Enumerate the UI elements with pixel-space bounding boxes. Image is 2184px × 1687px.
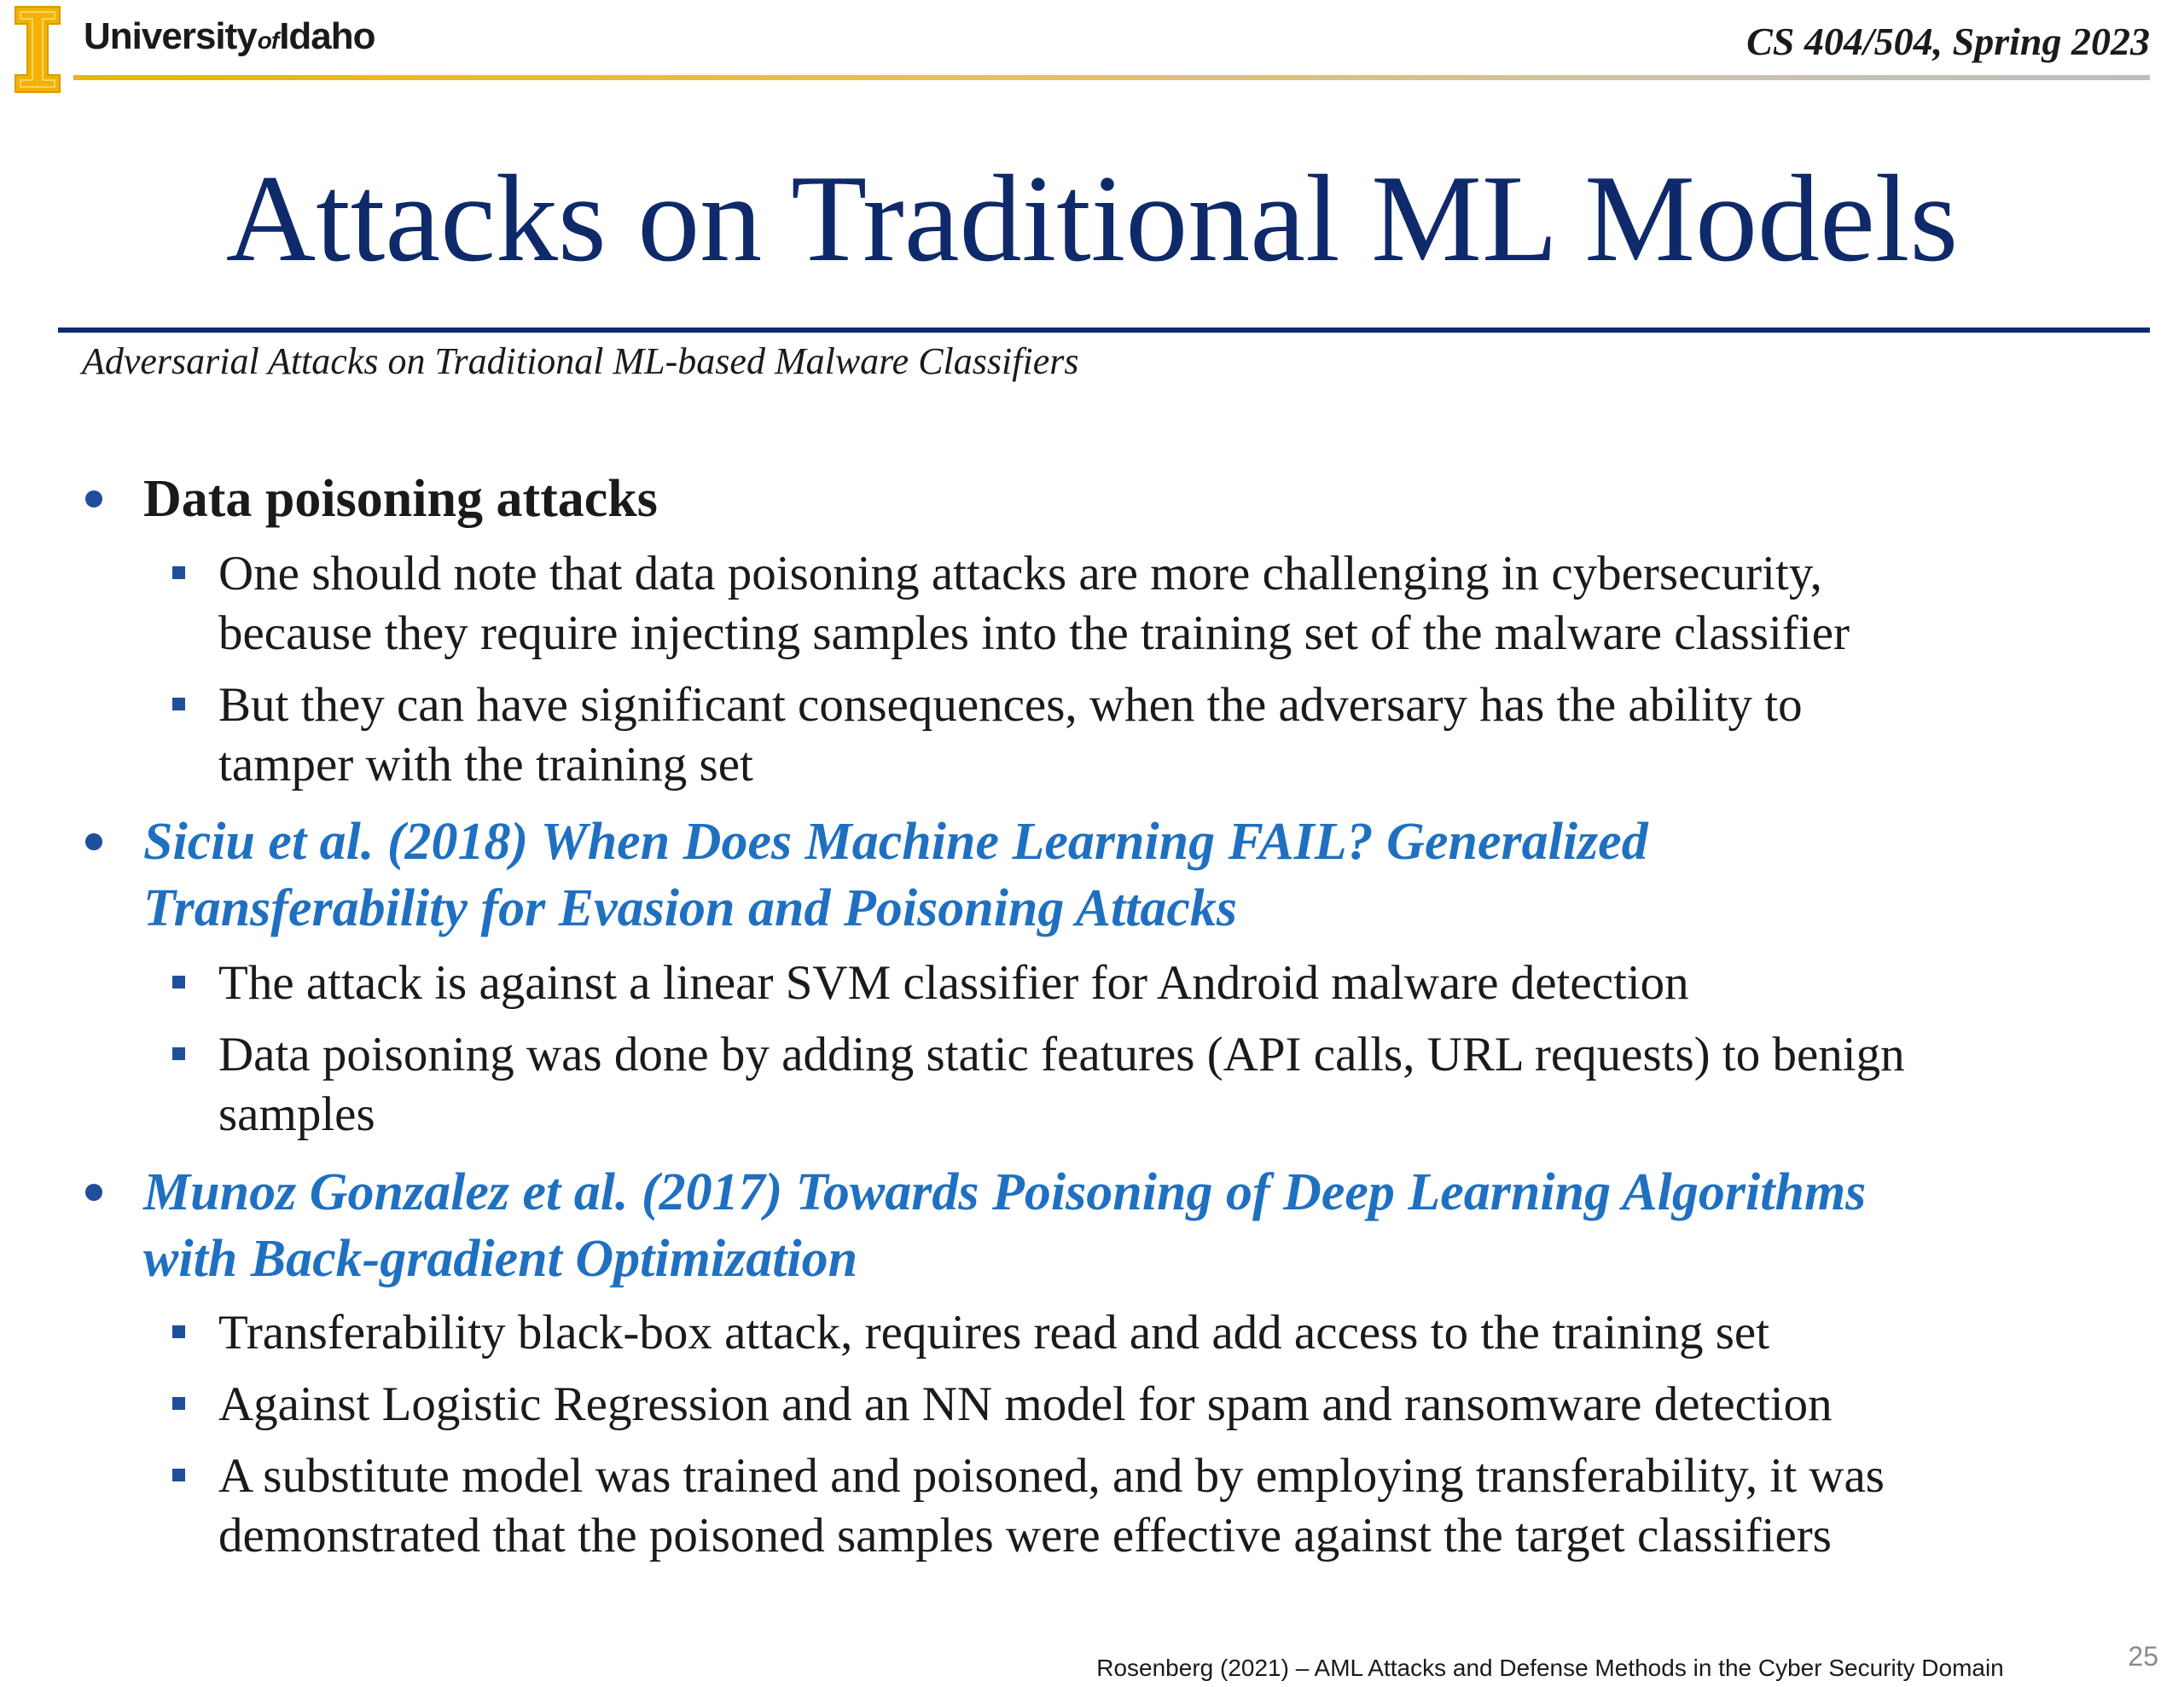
slide-title: Attacks on Traditional ML Models bbox=[225, 149, 1959, 287]
sub-bullet-square bbox=[172, 698, 185, 710]
page-number: 25 bbox=[2128, 1641, 2158, 1672]
sub-bullet-square bbox=[172, 1325, 185, 1338]
sub-bullet-text: Transferability black-box attack, requires read and add access to the training set bbox=[218, 1306, 1770, 1359]
footer-citation: Rosenberg (2021) – AML Attacks and Defense Methods in the Cyber Security Domain bbox=[1096, 1655, 2004, 1681]
sub-bullet-text: tamper with the training set bbox=[218, 738, 753, 791]
sub-bullet-text: A substitute model was trained and poisoned, and by employing transferability, it was bbox=[218, 1449, 1885, 1503]
sub-bullet-text: The attack is against a linear SVM classifier for Android malware detection bbox=[218, 956, 1689, 1010]
sub-bullet-square bbox=[172, 1397, 185, 1410]
course-title: CS 404/504, Spring 2023 bbox=[1746, 20, 2150, 63]
bullet-dot bbox=[85, 490, 102, 507]
sub-bullet-text: Against Logistic Regression and an NN model for spam and ransomware detection bbox=[218, 1377, 1833, 1431]
sub-bullet-text: Data poisoning was done by adding static features (API calls, URL requests) to benign bbox=[218, 1028, 1905, 1081]
logo-of-word: of bbox=[257, 27, 279, 54]
sub-bullet-text: because they require injecting samples into the training set of the malware classifier bbox=[218, 606, 1850, 660]
sub-bullet-text: demonstrated that the poisoned samples were effective against the target classifiers bbox=[218, 1509, 1832, 1562]
sub-bullet-text: One should note that data poisoning attacks are more challenging in cybersecurity, bbox=[218, 547, 1822, 600]
sub-bullet-text: samples bbox=[218, 1087, 375, 1141]
reference-link[interactable]: with Back-gradient Optimization bbox=[143, 1230, 858, 1288]
logo-idaho-word: Idaho bbox=[279, 15, 375, 57]
bullet-heading: Data poisoning attacks bbox=[143, 470, 658, 528]
reference-link[interactable]: Transferability for Evasion and Poisoning Attacks bbox=[143, 879, 1238, 937]
sub-bullet-square bbox=[172, 566, 185, 579]
reference-link[interactable]: Siciu et al. (2018) When Does Machine Learning FAIL? Generalized bbox=[143, 813, 1648, 871]
bullet-dot bbox=[85, 833, 102, 850]
sub-bullet-square bbox=[172, 1047, 185, 1060]
slide-subtitle: Adversarial Attacks on Traditional ML-based Malware Classifiers bbox=[82, 340, 1079, 382]
bullet-dot bbox=[85, 1184, 102, 1201]
reference-link[interactable]: Munoz Gonzalez et al. (2017) Towards Poisoning of Deep Learning Algorithms bbox=[143, 1163, 1867, 1221]
sub-bullet-square bbox=[172, 976, 185, 988]
sub-bullet-text: But they can have significant consequences, when the adversary has the ability to bbox=[218, 678, 1803, 732]
sub-bullet-square bbox=[172, 1469, 185, 1481]
logo-university-word: University bbox=[84, 15, 257, 57]
